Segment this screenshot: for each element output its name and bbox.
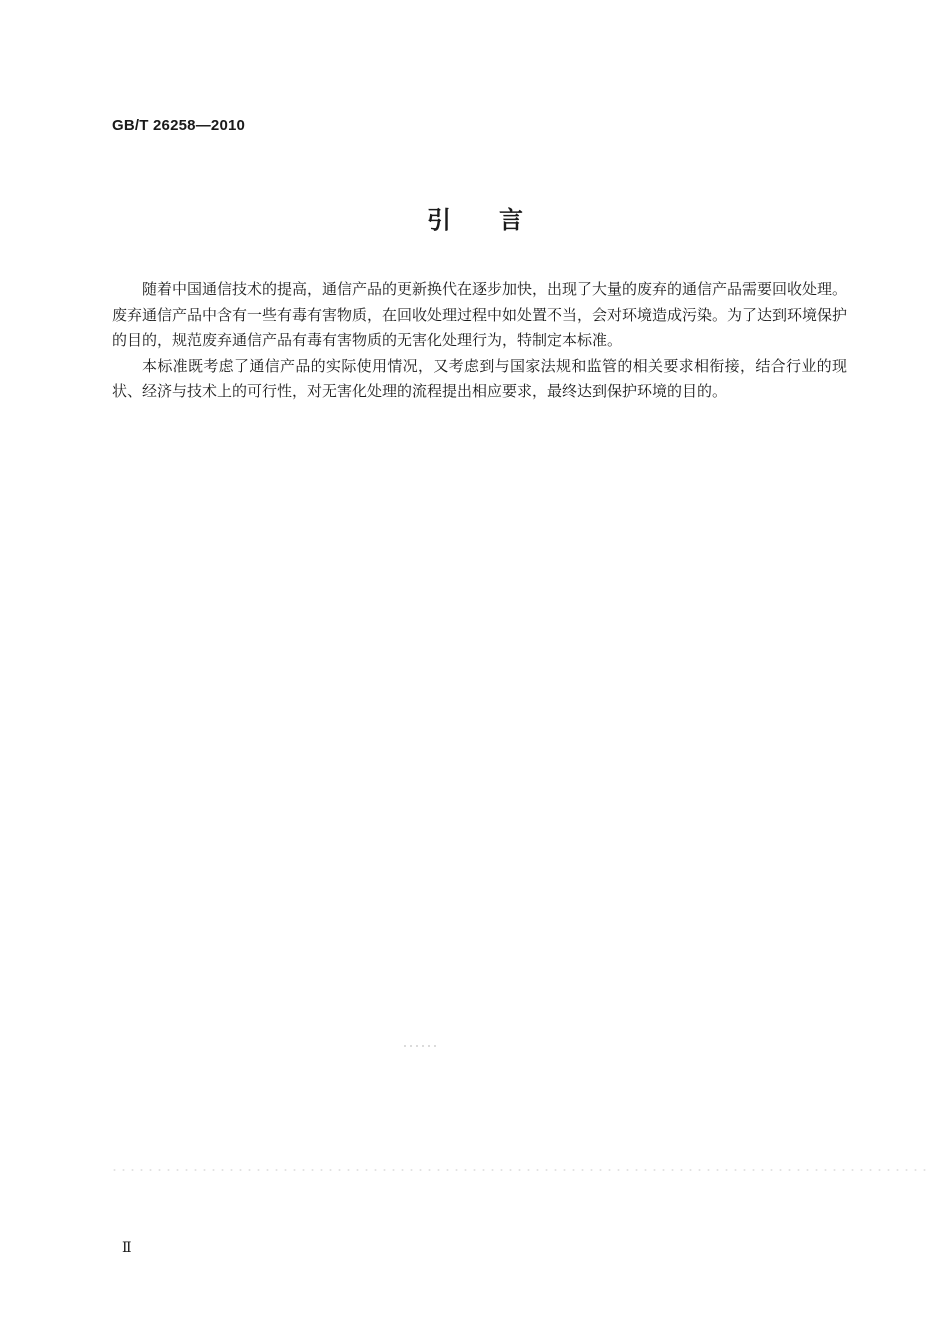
paragraph: 本标准既考虑了通信产品的实际使用情况，又考虑到与国家法规和监管的相关要求相衔接，结合行业的现状、经济与技术上的可行性，对无害化处理的流程提出相应要求，最终达到保护环境的目的。 [112,356,847,400]
page-number: Ⅱ [122,1240,132,1256]
scan-artifact [402,1044,438,1048]
page-title: 引言 [427,206,571,234]
body-text [112,277,847,405]
scan-artifact [110,1166,930,1174]
paragraph: 随着中国通信技术的提高，通信产品的更新换代在逐步加快，出现了大量的废弃的通信产品需要回收处理。废弃通信产品中含有一些有毒有害物质，在回收处理过程中如处置不当，会对环境造成污染。为了达到环境保护的目的，规范废弃通信产品有毒有害物质的无害化处理行为，特制定本标准。 [112,280,848,349]
standard-code: GB/T 26258—2010 [112,117,246,134]
